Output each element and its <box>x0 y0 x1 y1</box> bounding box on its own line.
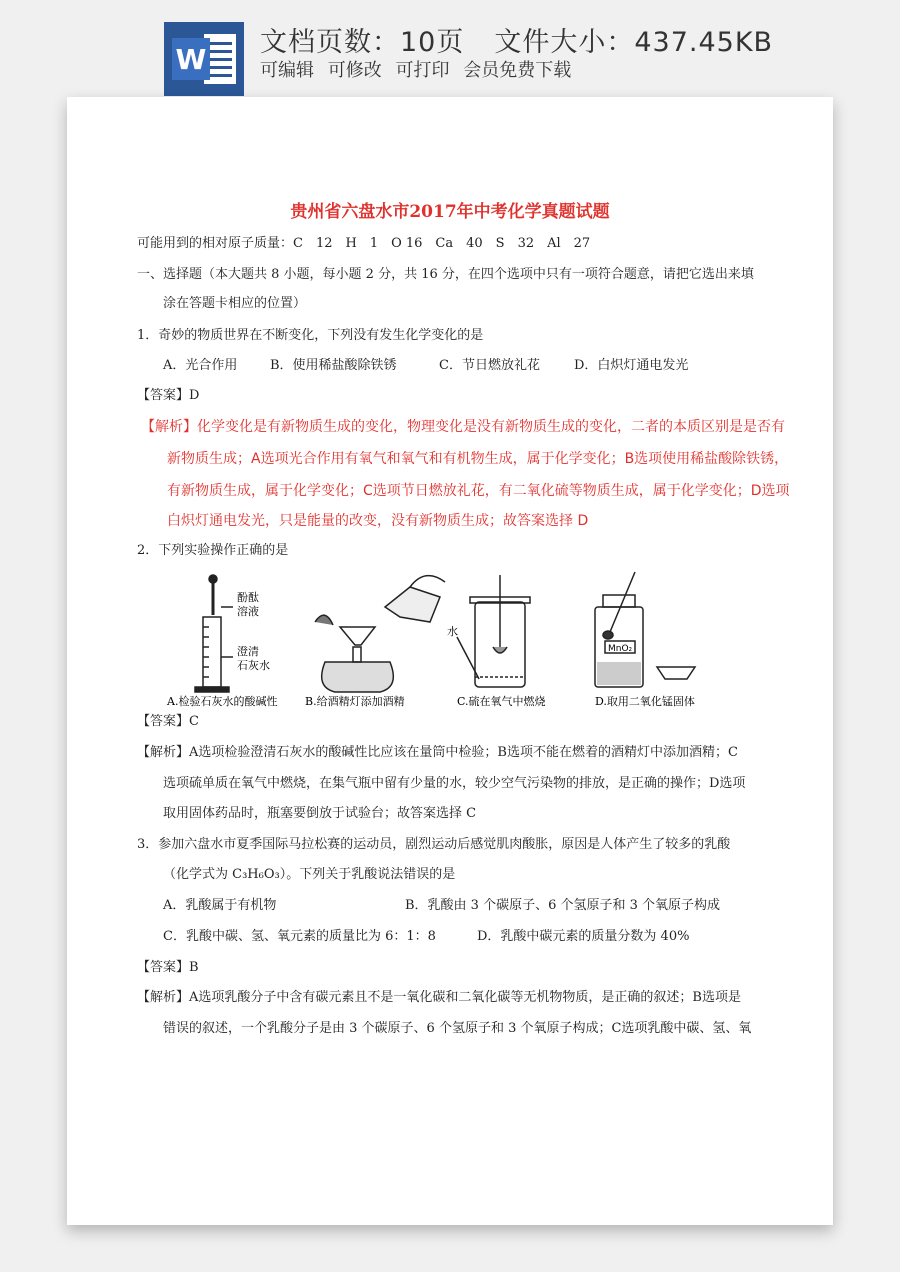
question-2: 2．下列实验操作正确的是 <box>137 543 289 558</box>
q1-option-b: B．使用稀盐酸除铁锈 <box>270 358 397 373</box>
q1-analysis-line: 有新物质生成，属于化学变化；C选项节日燃放礼花，有二氧化硫等物质生成，属于化学变化；D选项 <box>167 483 790 499</box>
caption-b: B.给酒精灯添加酒精 <box>305 695 405 707</box>
feature-item: 可修改 <box>327 60 382 81</box>
q3-analysis-line: 【解析】A选项乳酸分子中含有碳元素且不是一氧化碳和二氧化碳等无机物物质，是正确的叙述；B选项是 <box>137 990 741 1005</box>
feature-list <box>260 56 579 82</box>
q3-option-c: C．乳酸中碳、氢、氧元素的质量比为 6：1：8 <box>163 929 436 944</box>
q3-option-a: A．乳酸属于有机物 <box>163 898 277 913</box>
q1-analysis-line: 【解析】化学变化是有新物质生成的变化，物理变化是没有新物质生成的变化，二者的本质区别是是否有 <box>141 419 785 435</box>
atomic-mass-line: 可能用到的相对原子质量：C 12 H 1 O 16 Ca 40 S 32 Al 27 <box>137 236 591 251</box>
figure-b-alcohol-lamp <box>315 576 445 692</box>
label-clear: 澄清 <box>237 645 259 658</box>
q3-option-d: D．乳酸中碳元素的质量分数为 40% <box>477 929 690 944</box>
file-size: 文件大小：437.45KB <box>494 27 774 58</box>
label-phenolphthalein: 酚酞 <box>237 591 259 604</box>
file-stats <box>260 20 773 59</box>
label-limewater: 石灰水 <box>237 659 270 672</box>
word-document-icon <box>164 22 244 96</box>
figure-d-reagent-bottle <box>595 572 695 687</box>
q3-answer: 【答案】B <box>137 960 199 975</box>
figure-a-cylinder <box>195 575 233 692</box>
page-count: 文档页数：10页 <box>260 27 465 58</box>
question-3-cont: （化学式为 C₃H₆O₃）。下列关于乳酸说法错误的是 <box>163 867 456 882</box>
question-3: 3．参加六盘水市夏季国际马拉松赛的运动员，剧烈运动后感觉肌肉酸胀，原因是人体产生了较多的乳酸 <box>137 837 731 852</box>
label-water: 水 <box>447 625 458 638</box>
figure-c-gas-jar <box>457 575 530 687</box>
q1-option-a: A．光合作用 <box>163 358 238 373</box>
document-title: 贵州省六盘水市2017年中考化学真题试题 <box>290 202 610 222</box>
q2-analysis-line: 选项硫单质在氧气中燃烧，在集气瓶中留有少量的水，较少空气污染物的排放，是正确的操作；D选项 <box>163 776 746 791</box>
q1-analysis-line: 新物质生成；A选项光合作用有氧气和氧气和有机物生成，属于化学变化；B选项使用稀盐酸除铁锈， <box>167 451 789 467</box>
feature-item: 可编辑 <box>260 60 314 81</box>
caption-a: A.检验石灰水的酸碱性 <box>167 695 278 707</box>
section-heading-cont: 涂在答题卡相应的位置） <box>163 296 307 311</box>
label-solution: 溶液 <box>237 605 259 618</box>
q1-option-c: C．节日燃放礼花 <box>439 358 540 373</box>
q2-answer: 【答案】C <box>137 714 199 729</box>
q2-analysis-line: 【解析】A选项检验澄清石灰水的酸碱性比应该在量筒中检验；B选项不能在燃着的酒精灯中添加酒精；C <box>137 745 738 760</box>
caption-d: D.取用二氧化锰固体 <box>595 695 695 707</box>
feature-item: 可打印 <box>395 60 450 81</box>
document-page <box>67 97 833 1225</box>
svg-text:W: W <box>175 43 207 76</box>
section-heading: 一、选择题（本大题共 8 小题，每小题 2 分，共 16 分，在四个选项中只有一项符合题意，请把它选出来填 <box>137 267 754 282</box>
q3-analysis-line: 错误的叙述，一个乳酸分子是由 3 个碳原子、6 个氢原子和 3 个氧原子构成；C选项乳酸中碳、氢、氧 <box>163 1021 752 1036</box>
feature-item: 会员免费下载 <box>463 60 572 81</box>
document-info-banner <box>0 0 900 100</box>
q2-analysis-line: 取用固体药品时，瓶塞要倒放于试验台；故答案选择 C <box>163 806 477 821</box>
q3-option-b: B．乳酸由 3 个碳原子、6 个氢原子和 3 个氧原子构成 <box>405 898 721 913</box>
question-1: 1．奇妙的物质世界在不断变化，下列没有发生化学变化的是 <box>137 328 484 343</box>
q2-experiment-figure <box>165 567 725 707</box>
label-mno2: MnO₂ <box>608 644 633 654</box>
q1-analysis-line: 白炽灯通电发光，只是能量的改变，没有新物质生成；故答案选择 D <box>167 513 589 529</box>
q1-option-d: D．白炽灯通电发光 <box>574 358 689 373</box>
caption-c: C.硫在氧气中燃烧 <box>457 695 546 707</box>
q1-answer: 【答案】D <box>137 388 200 403</box>
